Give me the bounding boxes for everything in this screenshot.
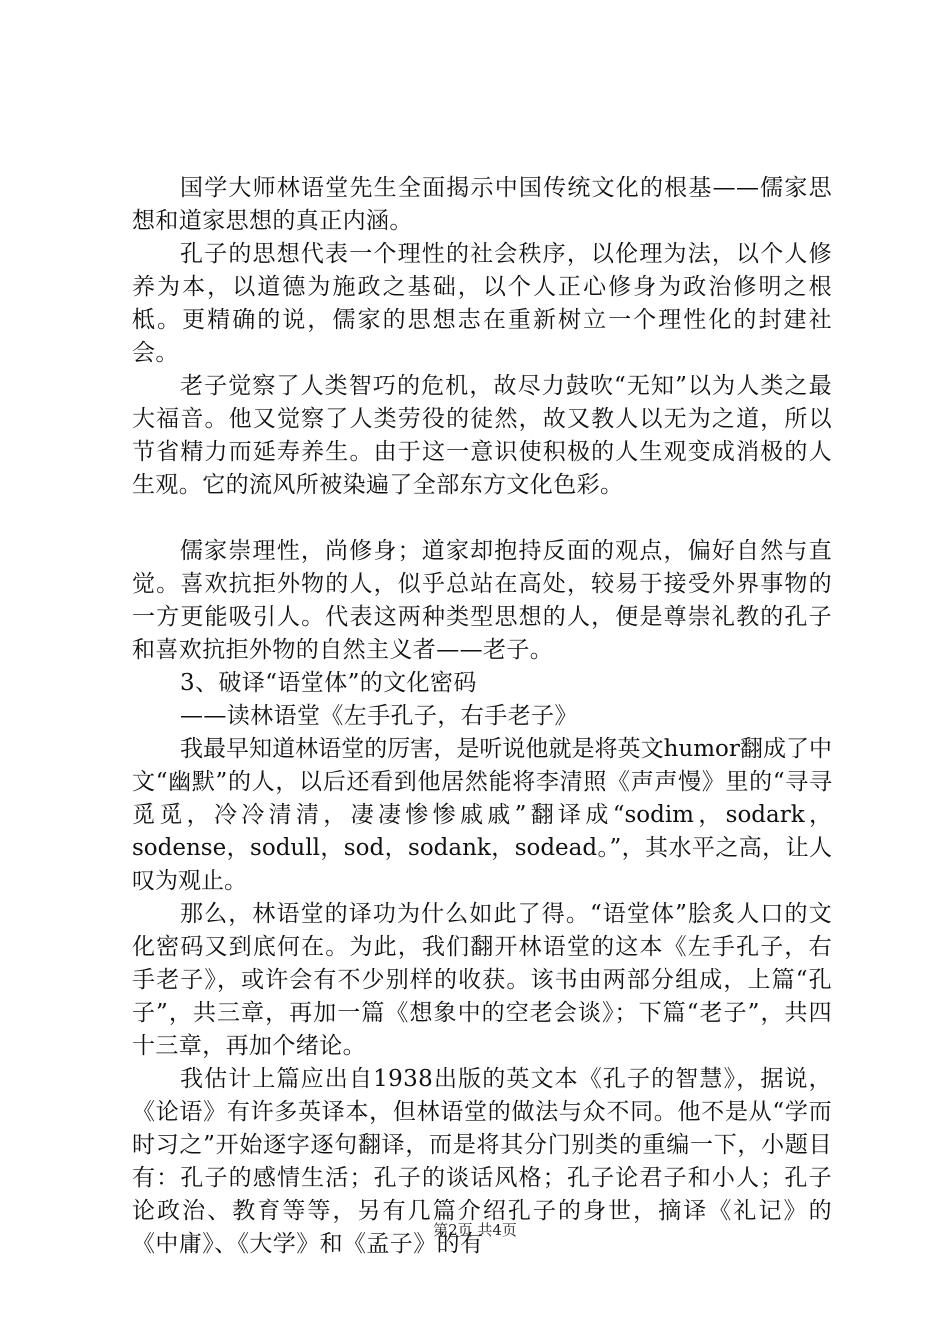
- paragraph-translation: 那么，林语堂的译功为什么如此了得。“语堂体”脍炙人口的文化密码又到底何在。为此，我们翻开林语堂的这本《左手孔子，右手老子》，或许会有不少别样的收获。该书由两部分组成，上篇“孔子”，共三章，再加一篇《想象中的空老会谈》；下篇“老子”，共四十三章，再加个绪论。: [132, 901, 832, 1059]
- paragraph-comparison: 儒家崇理性，尚修身；道家却抱持反面的观点，偏好自然与直觉。喜欢抗拒外物的人，似乎总站在高处，较易于接受外界事物的一方更能吸引人。代表这两种类型思想的人，便是尊崇礼教的孔子和喜欢抗拒外物的自然主义者——老子。: [132, 538, 832, 663]
- section-heading: 3、破译“语堂体”的文化密码: [180, 670, 477, 696]
- section-subtitle: ——读林语堂《左手孔子，右手老子》: [180, 703, 578, 729]
- paragraph-book-origin: 我估计上篇应出自1938出版的英文本《孔子的智慧》，据说，《论语》有许多英译本，但林语堂的做法与众不同。他不是从“学而时习之”开始逐字逐句翻译，而是将其分门别类的重编一下，小题目有：孔子的感情生活；孔子的谈话风格；孔子论君子和小人；孔子论政治、教育等等，另有几篇介绍孔子的身世，摘译《礼记》的《中庸》、《大学》和《孟子》的有: [132, 1066, 832, 1257]
- paragraph-laozi: 老子觉察了人类智巧的危机，故尽力鼓吹“无知”以为人类之最大福音。他又觉察了人类劳役的徒然，故又教人以无为之道，所以节省精力而延寿养生。由于这一意识使积极的人生观变成消极的人生观。它的流风所被染遍了全部东方文化色彩。: [132, 373, 832, 498]
- paragraph-confucius: 孔子的思想代表一个理性的社会秩序，以伦理为法，以个人修养为本，以道德为施政之基础，以个人正心修身为政治修明之根柢。更精确的说，儒家的思想志在重新树立一个理性化的封建社会。: [132, 241, 832, 366]
- paragraph-intro: 国学大师林语堂先生全面揭示中国传统文化的根基——儒家思想和道家思想的真正内涵。: [132, 175, 832, 234]
- document-body: [132, 172, 832, 1261]
- paragraph-humor: 我最早知道林语堂的厉害，是听说他就是将英文humor翻成了中文“幽默”的人，以后还看到他居然能将李清照《声声慢》里的“寻寻觅觅，冷冷清清，凄凄惨惨戚戚”翻译成“sodim，sodark，sodense，sodull，sod，sodank，sodead。”，其水平之高，让人叹为观止。: [132, 736, 832, 894]
- page-footer: 第2页 共4页: [433, 1221, 517, 1239]
